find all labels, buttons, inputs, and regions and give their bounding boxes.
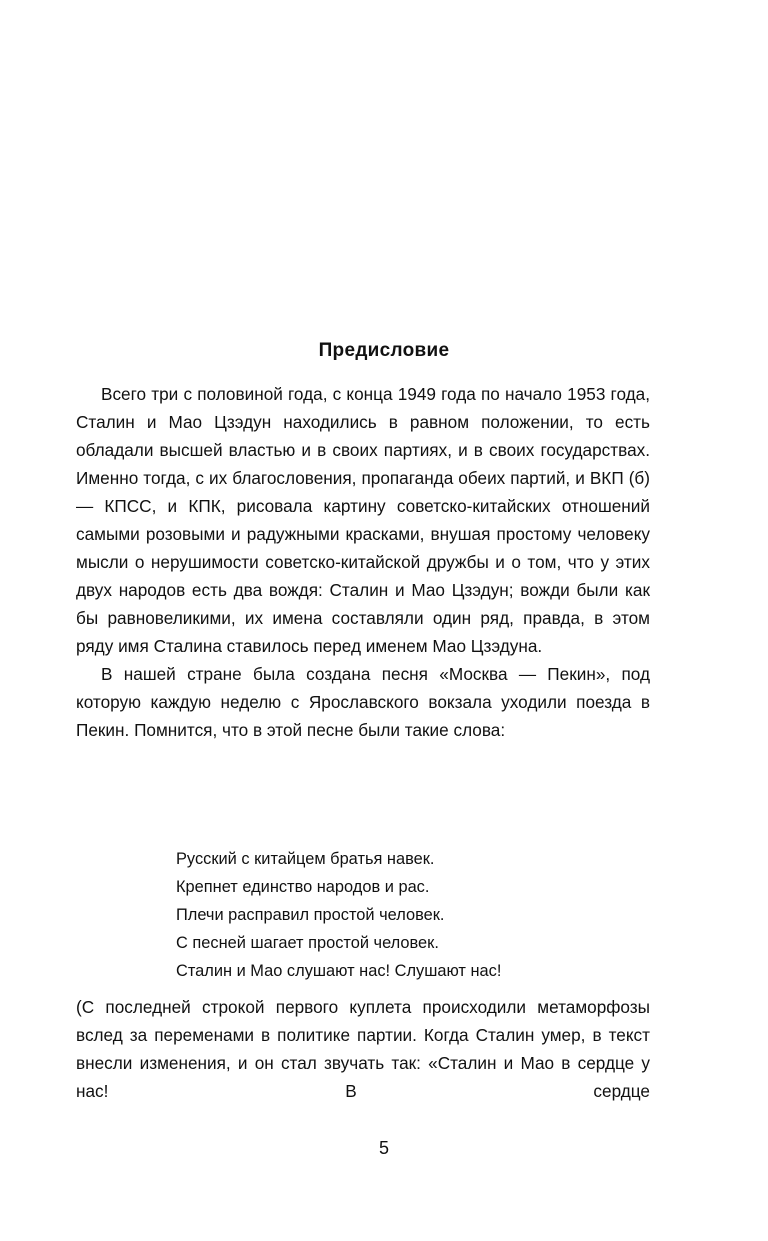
poem-line: Крепнет единство народов и рас. <box>176 878 430 896</box>
chapter-heading: Предисловие <box>318 340 450 361</box>
paragraph: Всего три с половиной года, с конца 1949 года по начало 1953 года, Сталин и Мао Цзэдун находились в равном положении, то есть обладали высшей властью и в своих партиях, и в своих государствах. Именно тогда, с их благословения, пропаганда обеих партий, и ВКП (б) — КПСС, и КПК, рисовала картину советско-китайских отношений самыми розовыми и радужными красками, внушая простому человеку мысли о нерушимости советско-китайской дружбы и о том, что у этих двух народов есть два вождя: Сталин и Мао Цзэдун; вожди были как бы равновеликими, их имена составляли один ряд, правда, в этом ряду имя Сталина ставилось перед именем Мао Цзэдуна. <box>76 384 650 656</box>
paragraph: (С последней строкой первого куплета происходили метаморфозы вслед за переменами в политике партии. Когда Сталин умер, в текст внесли изменения, и он стал звучать так: «Сталин и Мао в сердце у нас! В сердце <box>76 997 650 1101</box>
poem-line: Сталин и Мао слушают нас! Слушают нас! <box>176 962 502 980</box>
song-quote <box>176 845 501 985</box>
poem-line: С песней шагает простой человек. <box>176 934 439 952</box>
closing-text <box>76 993 650 1105</box>
intro-text <box>76 380 650 744</box>
page-number: 5 <box>378 1138 389 1158</box>
poem-line: Плечи расправил простой человек. <box>176 906 445 924</box>
poem-line: Русский с китайцем братья навек. <box>176 850 435 868</box>
paragraph: В нашей стране была создана песня «Москва — Пекин», под которую каждую неделю с Ярославского вокзала уходили поезда в Пекин. Помнится, что в этой песне были такие слова: <box>76 664 650 740</box>
